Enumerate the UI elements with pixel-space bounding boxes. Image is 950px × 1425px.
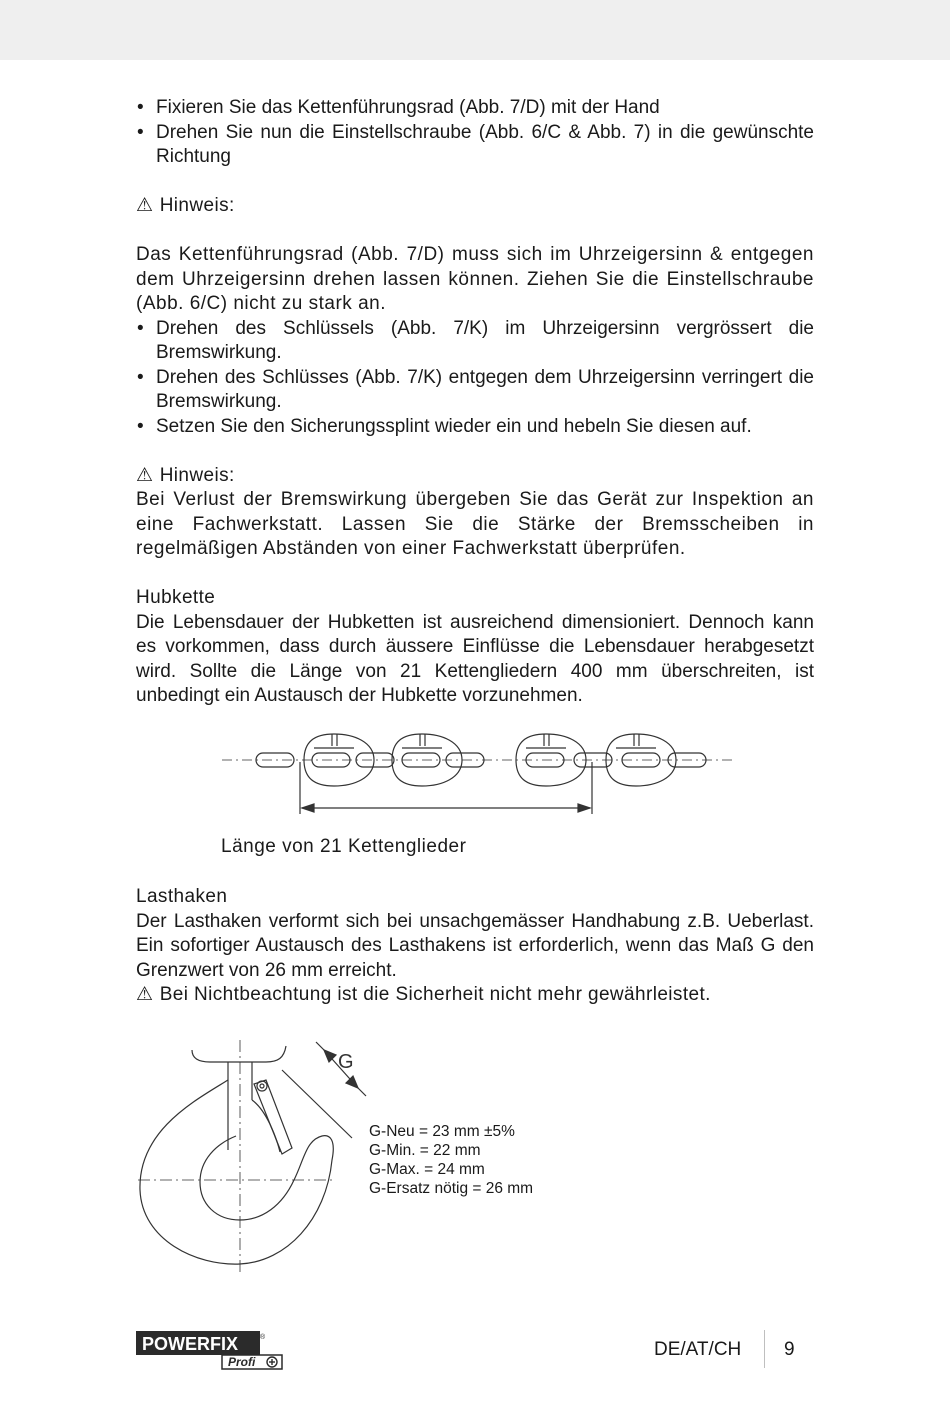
svg-text:®: ®: [260, 1334, 266, 1341]
warning-text: Bei Nichtbeachtung ist die Sicherheit nicht mehr gewährleistet.: [159, 984, 711, 1005]
section-text-lasthaken: Der Lasthaken verformt sich bei unsachgemässer Handhabung z.B. Ueberlast. Ein sofortiger Austausch des Lasthakens ist erforderlich, wenn das Maß G den Grenzwert von 26 mm erreicht.: [136, 910, 814, 981]
warning-triangle-icon: ⚠: [136, 195, 154, 216]
warning-triangle-icon: ⚠: [136, 464, 154, 486]
lasthaken-block: [136, 885, 814, 1008]
note-heading: [136, 194, 814, 219]
dimension-label-g: G: [338, 1051, 354, 1073]
instructions-block: [136, 96, 814, 709]
section-heading-hubkette: Hubkette: [136, 587, 216, 608]
bullet-item: • Drehen Sie nun die Einstellschraube (Abb. 6/C & Abb. 7) in die gewünschte Richtung: [136, 121, 814, 170]
bullet-item: • Drehen des Schlüsses (Abb. 7/K) entgegen dem Uhrzeigersinn verringert die Bremswirkung.: [136, 366, 814, 415]
note-heading: [136, 464, 814, 489]
note-label: Hinweis:: [159, 195, 235, 216]
warning-line: [136, 983, 814, 1008]
note-text: Das Kettenführungsrad (Abb. 7/D) muss sich im Uhrzeigersinn & entgegen dem Uhrzeigersinn drehen lassen können. Ziehen Sie die Einstellschraube (Abb. 6/C) nicht zu stark an.: [136, 244, 814, 314]
footer-country-codes: DE/AT/CH: [654, 1339, 742, 1360]
hook-spec-list: [369, 1122, 533, 1198]
load-hook-diagram: [136, 1040, 376, 1280]
section-heading-lasthaken: Lasthaken: [136, 886, 228, 907]
spec-item: G-Max. = 24 mm: [369, 1161, 485, 1178]
note-text: Bei Verlust der Bremswirkung übergeben Sie das Gerät zur Inspektion an eine Fachwerkstatt. Lassen Sie die Stärke der Bremsscheiben in regelmäßigen Abständen von einer Fachwerkstatt überprüfen.: [136, 489, 814, 559]
section-text-hubkette: Die Lebensdauer der Hubketten ist ausreichend dimensioniert. Dennoch kann es vorkommen, dass durch äussere Einflüsse die Lebensdauer herabgesetzt wird. Sollte die Länge von 21 Kettengliedern 400 mm überschreiten, ist unbedingt ein Austausch der Hubkette vorzunehmen.: [136, 611, 814, 706]
chain-length-diagram: [222, 728, 734, 816]
chain-figure-caption: Länge von 21 Kettenglieder: [221, 836, 467, 857]
spec-item: G-Ersatz nötig = 26 mm: [369, 1180, 534, 1197]
powerfix-logo: [136, 1329, 286, 1373]
page-number: 9: [784, 1339, 795, 1360]
note-label: Hinweis:: [159, 464, 235, 486]
svg-text:Profi: Profi: [228, 1355, 256, 1369]
bullet-item: • Fixieren Sie das Kettenführungsrad (Abb. 7/D) mit der Hand: [136, 96, 814, 121]
spec-item: G-Min. = 22 mm: [369, 1142, 481, 1159]
spec-item: G-Neu = 23 mm ±5%: [369, 1123, 515, 1140]
page-top-band: [0, 0, 950, 60]
warning-triangle-icon: ⚠: [136, 984, 154, 1005]
footer-divider: [764, 1330, 765, 1368]
bullet-item: • Setzen Sie den Sicherungssplint wieder ein und hebeln Sie diesen auf.: [136, 415, 814, 440]
svg-text:POWERFIX: POWERFIX: [142, 1334, 239, 1354]
bullet-item: • Drehen des Schlüssels (Abb. 7/K) im Uhrzeigersinn vergrössert die Bremswirkung.: [136, 317, 814, 366]
